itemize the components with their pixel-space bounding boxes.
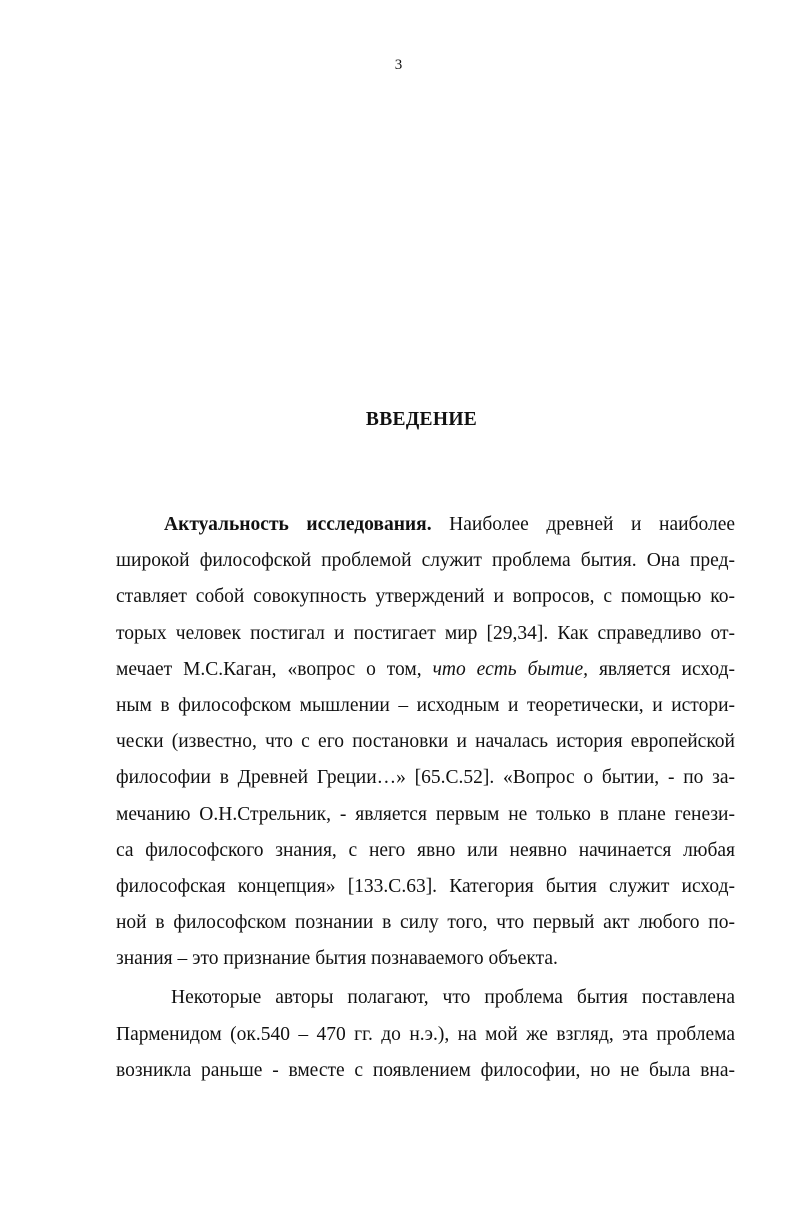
paragraph-1-line-1-text: Наиболее древней и наиболее bbox=[431, 514, 736, 535]
body-text bbox=[116, 507, 735, 1089]
paragraph-1-line-7: чески (известно, что с его постановки и началась история европейской bbox=[116, 731, 735, 753]
page-number: 3 bbox=[394, 57, 403, 73]
italic-phrase: что есть бытие, bbox=[432, 658, 588, 680]
paragraph-1-line-2: широкой философской проблемой служит проблема бытия. Она пред- bbox=[116, 550, 735, 572]
paragraph-1-line-6: ным в философском мышлении – исходным и теоретически, и истори- bbox=[116, 694, 735, 716]
paragraph-1-line-5-after: является исход- bbox=[588, 658, 735, 680]
paragraph-2-line-2: Парменидом (ок.540 – 470 гг. до н.э.), на мой же взгляд, эта проблема bbox=[116, 1023, 735, 1045]
paragraph-1-line-11: философская концепция» [133.С.63]. Категория бытия служит исход- bbox=[116, 875, 735, 897]
paragraph-1-line-10: са философского знания, с него явно или неявно начинается любая bbox=[116, 839, 735, 861]
section-heading: ВВЕДЕНИЕ bbox=[365, 409, 478, 430]
paragraph-1-line-13: знания – это признание бытия познаваемого объекта. bbox=[116, 948, 558, 970]
paragraph-1-line-8: философии в Древней Греции…» [65.С.52]. «Вопрос о бытии, - по за- bbox=[116, 767, 735, 789]
paragraph-1-line-5 bbox=[116, 652, 735, 688]
paragraph-2-line-3: возникла раньше - вместе с появлением философии, но не была вна- bbox=[116, 1059, 735, 1081]
relevance-label: Актуальность исследования. bbox=[164, 514, 432, 535]
paragraph-1-line-3: ставляет собой совокупность утверждений и вопросов, с помощью ко- bbox=[116, 586, 735, 608]
paragraph-1-line-1 bbox=[116, 507, 735, 543]
paragraph-2-line-1: Некоторые авторы полагают, что проблема бытия поставлена bbox=[171, 987, 735, 1009]
paragraph-1-line-9: мечанию О.Н.Стрельник, - является первым не только в плане генези- bbox=[116, 803, 735, 825]
paragraph-1-line-5-before: мечает М.С.Каган, «вопрос о том, bbox=[116, 658, 433, 680]
paragraph-1-line-4: торых человек постигал и постигает мир [29,34]. Как справедливо от- bbox=[116, 622, 735, 644]
paragraph-1-line-12: ной в философском познании в силу того, что первый акт любого по- bbox=[116, 912, 735, 934]
